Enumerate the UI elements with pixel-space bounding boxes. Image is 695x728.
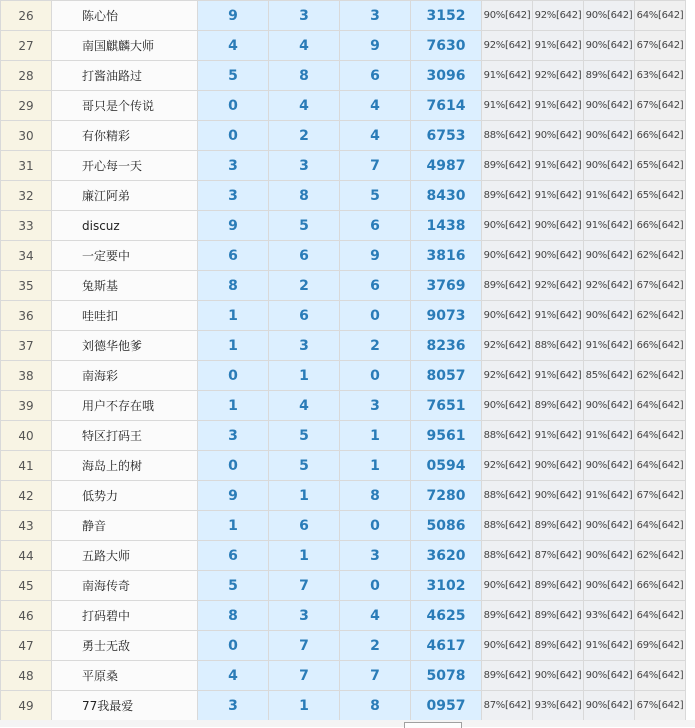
rank-cell: 37 [1,331,52,361]
digit-3-cell: 9 [340,241,411,271]
rate-3-cell: 90%[642] [584,1,635,31]
code-cell: 5078 [411,661,482,691]
player-name-cell: 南海传奇 [52,571,198,601]
rate-2-cell: 90%[642] [533,661,584,691]
digit-3-cell: 8 [340,481,411,511]
rate-2-cell: 91%[642] [533,91,584,121]
digit-1-cell: 9 [198,1,269,31]
digit-3-cell: 4 [340,121,411,151]
table-row [1,541,686,571]
rank-cell: 45 [1,571,52,601]
digit-1-cell: 8 [198,601,269,631]
rate-2-cell: 93%[642] [533,691,584,721]
rate-2-cell: 90%[642] [533,121,584,151]
digit-1-cell: 0 [198,451,269,481]
rate-4-cell: 67%[642] [635,271,686,301]
rate-2-cell: 89%[642] [533,571,584,601]
rate-2-cell: 87%[642] [533,541,584,571]
code-cell: 5086 [411,511,482,541]
digit-2-cell: 8 [269,61,340,91]
rank-cell: 35 [1,271,52,301]
rate-4-cell: 62%[642] [635,301,686,331]
rank-cell: 30 [1,121,52,151]
table-row [1,271,686,301]
code-cell: 4987 [411,151,482,181]
rate-4-cell: 62%[642] [635,241,686,271]
digit-3-cell: 4 [340,601,411,631]
digit-1-cell: 9 [198,211,269,241]
rate-1-cell: 91%[642] [482,61,533,91]
rate-1-cell: 90%[642] [482,391,533,421]
table-row [1,691,686,721]
code-cell: 8430 [411,181,482,211]
rate-4-cell: 64%[642] [635,661,686,691]
digit-2-cell: 3 [269,1,340,31]
digit-2-cell: 4 [269,391,340,421]
code-cell: 4617 [411,631,482,661]
player-name-cell: 陈心怡 [52,1,198,31]
rate-1-cell: 89%[642] [482,151,533,181]
digit-2-cell: 3 [269,331,340,361]
rank-cell: 28 [1,61,52,91]
rate-1-cell: 89%[642] [482,601,533,631]
digit-3-cell: 2 [340,331,411,361]
table-row [1,91,686,121]
table-row [1,31,686,61]
rate-4-cell: 66%[642] [635,211,686,241]
digit-1-cell: 3 [198,181,269,211]
rate-1-cell: 89%[642] [482,271,533,301]
rate-4-cell: 69%[642] [635,631,686,661]
digit-2-cell: 5 [269,451,340,481]
table-row [1,241,686,271]
table-row [1,481,686,511]
rank-cell: 47 [1,631,52,661]
digit-2-cell: 7 [269,571,340,601]
digit-2-cell: 6 [269,241,340,271]
player-name-cell: 打码碧中 [52,601,198,631]
rate-3-cell: 92%[642] [584,271,635,301]
table-row [1,421,686,451]
digit-2-cell: 4 [269,91,340,121]
code-cell: 9561 [411,421,482,451]
rank-cell: 42 [1,481,52,511]
player-name-cell: 一定要中 [52,241,198,271]
rate-3-cell: 90%[642] [584,31,635,61]
rank-cell: 40 [1,421,52,451]
rate-1-cell: 89%[642] [482,181,533,211]
code-cell: 3096 [411,61,482,91]
code-cell: 7651 [411,391,482,421]
rate-3-cell: 90%[642] [584,661,635,691]
rate-3-cell: 93%[642] [584,601,635,631]
digit-3-cell: 3 [340,541,411,571]
digit-3-cell: 0 [340,361,411,391]
digit-2-cell: 8 [269,181,340,211]
digit-1-cell: 1 [198,331,269,361]
table-row [1,361,686,391]
code-cell: 3620 [411,541,482,571]
rate-4-cell: 67%[642] [635,91,686,121]
player-name-cell: 廉江阿弟 [52,181,198,211]
digit-2-cell: 7 [269,661,340,691]
player-name-cell: 低势力 [52,481,198,511]
rate-3-cell: 90%[642] [584,511,635,541]
rate-4-cell: 66%[642] [635,121,686,151]
player-name-cell: 开心每一天 [52,151,198,181]
digit-3-cell: 6 [340,61,411,91]
rank-cell: 44 [1,541,52,571]
rate-2-cell: 91%[642] [533,361,584,391]
rate-4-cell: 62%[642] [635,361,686,391]
rate-1-cell: 91%[642] [482,91,533,121]
table-row [1,61,686,91]
rank-cell: 34 [1,241,52,271]
digit-1-cell: 4 [198,661,269,691]
rate-1-cell: 88%[642] [482,421,533,451]
rank-cell: 29 [1,91,52,121]
table-row [1,181,686,211]
rate-3-cell: 91%[642] [584,181,635,211]
code-cell: 3102 [411,571,482,601]
table-row [1,661,686,691]
digit-1-cell: 3 [198,151,269,181]
rank-cell: 39 [1,391,52,421]
digit-2-cell: 5 [269,211,340,241]
digit-2-cell: 4 [269,31,340,61]
digit-3-cell: 3 [340,391,411,421]
rate-4-cell: 67%[642] [635,481,686,511]
digit-3-cell: 7 [340,151,411,181]
player-name-cell: 特区打码王 [52,421,198,451]
rate-1-cell: 90%[642] [482,211,533,241]
rate-1-cell: 88%[642] [482,121,533,151]
rate-1-cell: 90%[642] [482,241,533,271]
digit-3-cell: 1 [340,421,411,451]
player-name-cell: 兔斯基 [52,271,198,301]
rank-cell: 38 [1,361,52,391]
rank-cell: 36 [1,301,52,331]
digit-2-cell: 5 [269,421,340,451]
rate-3-cell: 90%[642] [584,451,635,481]
rate-4-cell: 64%[642] [635,511,686,541]
rate-3-cell: 90%[642] [584,541,635,571]
player-name-cell: 用户不存在哦 [52,391,198,421]
rate-2-cell: 91%[642] [533,31,584,61]
digit-2-cell: 1 [269,691,340,721]
rate-2-cell: 89%[642] [533,601,584,631]
code-cell: 7630 [411,31,482,61]
digit-1-cell: 1 [198,511,269,541]
rate-2-cell: 88%[642] [533,331,584,361]
rate-4-cell: 64%[642] [635,391,686,421]
table-row [1,121,686,151]
code-cell: 6753 [411,121,482,151]
digit-3-cell: 2 [340,631,411,661]
rank-cell: 41 [1,451,52,481]
rank-cell: 32 [1,181,52,211]
digit-1-cell: 3 [198,421,269,451]
rate-1-cell: 92%[642] [482,361,533,391]
rate-1-cell: 90%[642] [482,571,533,601]
player-name-cell: 平原桑 [52,661,198,691]
rate-2-cell: 91%[642] [533,151,584,181]
code-cell: 0594 [411,451,482,481]
player-name-cell: 静音 [52,511,198,541]
table-row [1,391,686,421]
digit-3-cell: 6 [340,271,411,301]
digit-3-cell: 6 [340,211,411,241]
rate-4-cell: 67%[642] [635,691,686,721]
digit-3-cell: 3 [340,1,411,31]
rate-1-cell: 89%[642] [482,661,533,691]
rate-2-cell: 91%[642] [533,181,584,211]
rate-2-cell: 92%[642] [533,271,584,301]
code-cell: 8057 [411,361,482,391]
rate-3-cell: 90%[642] [584,241,635,271]
code-cell: 7614 [411,91,482,121]
rate-2-cell: 90%[642] [533,451,584,481]
digit-1-cell: 9 [198,481,269,511]
bottom-button[interactable] [404,722,462,728]
rate-1-cell: 92%[642] [482,451,533,481]
player-name-cell: 哥只是个传说 [52,91,198,121]
rank-cell: 31 [1,151,52,181]
player-name-cell: 刘德华他爹 [52,331,198,361]
digit-1-cell: 0 [198,121,269,151]
digit-2-cell: 2 [269,271,340,301]
rate-3-cell: 91%[642] [584,631,635,661]
digit-2-cell: 6 [269,301,340,331]
digit-1-cell: 5 [198,61,269,91]
player-name-cell: 哇哇扣 [52,301,198,331]
code-cell: 3769 [411,271,482,301]
rate-3-cell: 91%[642] [584,421,635,451]
rate-3-cell: 91%[642] [584,481,635,511]
rate-3-cell: 90%[642] [584,151,635,181]
table-row [1,211,686,241]
player-name-cell: discuz [52,211,198,241]
rate-2-cell: 89%[642] [533,511,584,541]
rate-3-cell: 90%[642] [584,571,635,601]
rank-cell: 43 [1,511,52,541]
rate-3-cell: 90%[642] [584,391,635,421]
digit-1-cell: 1 [198,301,269,331]
table-row [1,331,686,361]
digit-3-cell: 0 [340,301,411,331]
digit-2-cell: 3 [269,151,340,181]
rank-cell: 33 [1,211,52,241]
code-cell: 3152 [411,1,482,31]
rate-3-cell: 90%[642] [584,691,635,721]
player-name-cell: 五路大师 [52,541,198,571]
digit-1-cell: 6 [198,541,269,571]
digit-3-cell: 7 [340,661,411,691]
rank-cell: 26 [1,1,52,31]
table-row [1,451,686,481]
rate-1-cell: 88%[642] [482,481,533,511]
digit-2-cell: 1 [269,361,340,391]
player-name-cell: 打酱油路过 [52,61,198,91]
digit-3-cell: 0 [340,511,411,541]
code-cell: 9073 [411,301,482,331]
digit-3-cell: 1 [340,451,411,481]
rate-4-cell: 64%[642] [635,601,686,631]
digit-2-cell: 7 [269,631,340,661]
table-row [1,601,686,631]
rate-2-cell: 91%[642] [533,421,584,451]
code-cell: 7280 [411,481,482,511]
rate-2-cell: 90%[642] [533,211,584,241]
player-name-cell: 海岛上的树 [52,451,198,481]
rate-4-cell: 64%[642] [635,451,686,481]
rate-1-cell: 88%[642] [482,541,533,571]
rate-4-cell: 62%[642] [635,541,686,571]
digit-3-cell: 4 [340,91,411,121]
rank-cell: 49 [1,691,52,721]
table-row [1,151,686,181]
rate-2-cell: 89%[642] [533,631,584,661]
rate-3-cell: 90%[642] [584,91,635,121]
player-name-cell: 南海彩 [52,361,198,391]
digit-1-cell: 3 [198,691,269,721]
rate-2-cell: 92%[642] [533,1,584,31]
rate-2-cell: 89%[642] [533,391,584,421]
player-name-cell: 南国麒麟大师 [52,31,198,61]
rate-4-cell: 65%[642] [635,151,686,181]
rate-3-cell: 90%[642] [584,301,635,331]
digit-3-cell: 0 [340,571,411,601]
code-cell: 8236 [411,331,482,361]
rate-3-cell: 89%[642] [584,61,635,91]
digit-3-cell: 5 [340,181,411,211]
digit-1-cell: 1 [198,391,269,421]
player-name-cell: 77我最爱 [52,691,198,721]
code-cell: 3816 [411,241,482,271]
rate-3-cell: 85%[642] [584,361,635,391]
digit-1-cell: 5 [198,571,269,601]
table-row [1,571,686,601]
rate-1-cell: 87%[642] [482,691,533,721]
rate-1-cell: 92%[642] [482,331,533,361]
rate-4-cell: 67%[642] [635,31,686,61]
rate-2-cell: 91%[642] [533,301,584,331]
digit-3-cell: 9 [340,31,411,61]
player-name-cell: 有你精彩 [52,121,198,151]
digit-2-cell: 6 [269,511,340,541]
rate-4-cell: 65%[642] [635,181,686,211]
digit-2-cell: 1 [269,541,340,571]
rate-3-cell: 91%[642] [584,331,635,361]
table-row [1,631,686,661]
digit-1-cell: 6 [198,241,269,271]
rate-1-cell: 90%[642] [482,631,533,661]
rate-2-cell: 90%[642] [533,481,584,511]
rate-2-cell: 90%[642] [533,241,584,271]
rate-1-cell: 90%[642] [482,301,533,331]
rate-1-cell: 92%[642] [482,31,533,61]
rate-3-cell: 90%[642] [584,121,635,151]
digit-1-cell: 0 [198,631,269,661]
rank-cell: 48 [1,661,52,691]
table-row [1,301,686,331]
digit-2-cell: 3 [269,601,340,631]
digit-1-cell: 0 [198,91,269,121]
digit-1-cell: 0 [198,361,269,391]
player-name-cell: 勇士无敌 [52,631,198,661]
digit-3-cell: 8 [340,691,411,721]
rate-4-cell: 66%[642] [635,331,686,361]
digit-1-cell: 4 [198,31,269,61]
rate-4-cell: 63%[642] [635,61,686,91]
digit-1-cell: 8 [198,271,269,301]
rate-2-cell: 92%[642] [533,61,584,91]
code-cell: 0957 [411,691,482,721]
ranking-table-body [1,1,686,721]
rate-4-cell: 64%[642] [635,1,686,31]
rate-4-cell: 64%[642] [635,421,686,451]
rate-1-cell: 90%[642] [482,1,533,31]
digit-2-cell: 1 [269,481,340,511]
rank-cell: 27 [1,31,52,61]
code-cell: 1438 [411,211,482,241]
digit-2-cell: 2 [269,121,340,151]
rank-cell: 46 [1,601,52,631]
code-cell: 4625 [411,601,482,631]
rate-3-cell: 91%[642] [584,211,635,241]
table-row [1,1,686,31]
bottom-bar [0,720,695,727]
rate-1-cell: 88%[642] [482,511,533,541]
rate-4-cell: 66%[642] [635,571,686,601]
table-row [1,511,686,541]
